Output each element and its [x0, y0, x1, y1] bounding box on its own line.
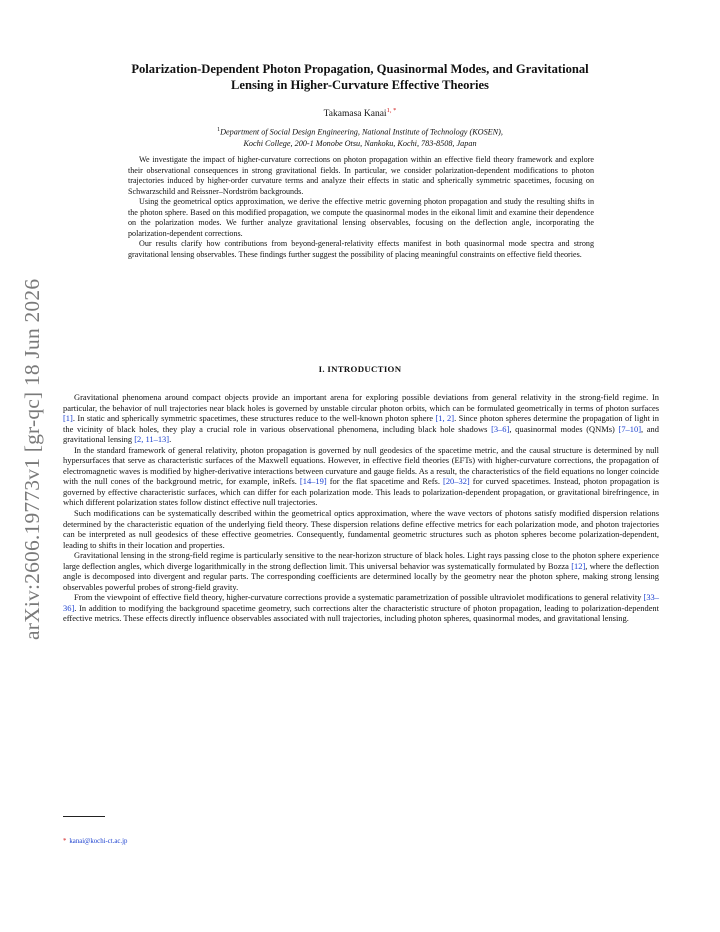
author-mark[interactable]: 1, *: [386, 107, 397, 114]
text-run: In the standard framework of general relativity, photon propagation is governed by null geodesics of the spacetime metric, and the causal structure is determined by null hypersurfaces that serve as characteristic surfaces of the Maxwell equations. However, in effective field theories (EFTs) with higher-curvature corrections, the propagation of electromagnetic waves is modified by higher-derivative interactions between curvature and gauge fields. As a result, the characteristics of the field equations no longer coincide with the null cones of the background metric, for example, inRefs.: [63, 444, 659, 487]
text-run: , where the deflection angle is decomposed into divergent and regular parts. The corresponding coefficients are determined locally by the geometry near the photon sphere, making strong lensing observables powerful probes of strong-field gravity.: [63, 560, 659, 592]
affiliation-line-2: Kochi College, 200-1 Monobe Otsu, Nankoku, Kochi, 783-8508, Japan: [243, 138, 477, 148]
citation-link[interactable]: [1, 2]: [435, 413, 455, 424]
citation-link[interactable]: [7–10]: [618, 423, 642, 434]
email-link[interactable]: kanai@kochi-ct.ac.jp: [69, 838, 128, 845]
abstract-paragraph-3: Our results clarify how contributions from beyond-general-relativity effects manifest in both quasinormal mode spectra and strong gravitational lensing observables. These findings further suggest the possibility of placing meaningful constraints on effective field theories.: [128, 239, 594, 259]
text-run: , quasinormal modes (QNMs): [509, 423, 619, 434]
intro-paragraph-4: [63, 550, 659, 592]
text-run: for the flat spacetime and Refs.: [326, 476, 444, 487]
text-run: . In addition to modifying the background spacetime geometry, such corrections alter the characteristic structure of photon propagation, leading to polarization-dependent effective metrics. These effects directly influence observables associated with null trajectories, including photon spheres, quasinormal modes, and gravitational lensing.: [63, 602, 659, 624]
body-text: [63, 392, 659, 624]
footnote: [63, 838, 127, 845]
footnote-mark: *: [63, 838, 67, 845]
citation-link[interactable]: [3–6]: [491, 423, 510, 434]
intro-paragraph-5: [63, 592, 659, 624]
affiliation: [60, 125, 660, 149]
section-heading: I. INTRODUCTION: [318, 364, 402, 374]
title-line-1: Polarization-Dependent Photon Propagation, Quasinormal Modes, and Gravitational: [131, 62, 589, 76]
citation-link[interactable]: [12]: [571, 560, 586, 571]
author-line: [60, 107, 660, 119]
text-run: . In static and spherically symmetric spacetimes, these structures reduce to the well-known photon sphere: [72, 413, 436, 424]
affiliation-mark: 1: [217, 127, 221, 133]
text-run: Gravitational lensing in the strong-field regime is particularly sensitive to the near-horizon structure of black holes. Light rays passing close to the photon sphere experience large deflection angles, which diverge logarithmically in the strong deflection limit. This universal behavior was systematically formulated by Bozza: [63, 550, 659, 571]
abstract-paragraph-2: Using the geometrical optics approximation, we derive the effective metric governing photon propagation and study the resulting shifts in the photon sphere. Based on this modified propagation, we compute the quasinormal modes in the eikonal limit and examine their dependence on the polarization modes. We further analyze gravitational lensing observables, focusing on the deflection angle, incorporating the polarization-dependent corrections.: [128, 197, 594, 238]
citation-link[interactable]: [1]: [63, 413, 73, 424]
abstract: [128, 155, 594, 260]
text-run: . Since photon spheres determine the propagation of light in the vicinity of black holes, they play a crucial role in various observational phenomena, including black hole shadows: [63, 413, 659, 434]
citation-link[interactable]: [14–19]: [299, 476, 327, 487]
intro-paragraph-1: [63, 392, 659, 445]
citation-link[interactable]: [2, 11–13]: [134, 434, 170, 445]
text-run: , and gravitational lensing: [63, 423, 659, 445]
text-run: Gravitational phenomena around compact objects provide an important arena for exploring possible deviations from general relativity in the strong-field regime. In particular, the behavior of null trajectories near black holes is governed by unstable circular photon orbits, which can be formulated geometrically in terms of photon surfaces: [63, 392, 659, 413]
citation-link[interactable]: [20–32]: [443, 476, 470, 487]
citation-link[interactable]: [33–36]: [63, 592, 659, 613]
title-line-2: Lensing in Higher-Curvature Effective Theories: [231, 77, 489, 92]
footnote-rule: [63, 816, 105, 817]
affiliation-line-1: [60, 125, 660, 138]
intro-paragraph-2: [63, 445, 659, 508]
text-run: From the viewpoint of effective field theory, higher-curvature corrections provide a systematic parametrization of possible ultraviolet modifications to general relativity: [74, 592, 644, 603]
text-run: for curved spacetimes. Instead, photon propagation is governed by effective characteristic surfaces, which can differ for each polarization mode. This leads to polarization-dependent propagation, or gravitational birefringence, in which different polarization states follow distinct effective null trajectories.: [63, 476, 659, 508]
author-name: Takamasa Kanai: [323, 109, 387, 120]
affiliation-text-1: Department of Social Design Engineering, National Institute of Technology (KOSEN),: [220, 127, 503, 137]
intro-paragraph-3: Such modifications can be systematically described within the geometrical optics approximation, where the wave vectors of photons satisfy modified dispersion relations determined by the characteristic equation of the underlying field theory. These dispersion relations define effective metrics for each polarization mode, and photon trajectories can be interpreted as null geodesics of these effective geometries. Consequently, fundamental geometric structures such as photon spheres become polarization-dependent, leading to shifts in their location and properties.: [63, 508, 659, 550]
abstract-paragraph-1: We investigate the impact of higher-curvature corrections on photon propagation within an effective field theory framework and explore their observational consequences in strong gravitational fields. In particular, we consider polarization-dependent modifications to photon trajectories induced by higher-order curvature terms and analyze their effects in static and spherically symmetric spacetimes, focusing on Schwarzschild and Reissner–Nordström backgrounds.: [128, 155, 594, 196]
arxiv-identifier: arXiv:2606.19773v1 [gr-qc] 18 Jun 2026: [20, 278, 44, 640]
text-run: .: [169, 434, 172, 445]
paper-title: [60, 62, 660, 93]
